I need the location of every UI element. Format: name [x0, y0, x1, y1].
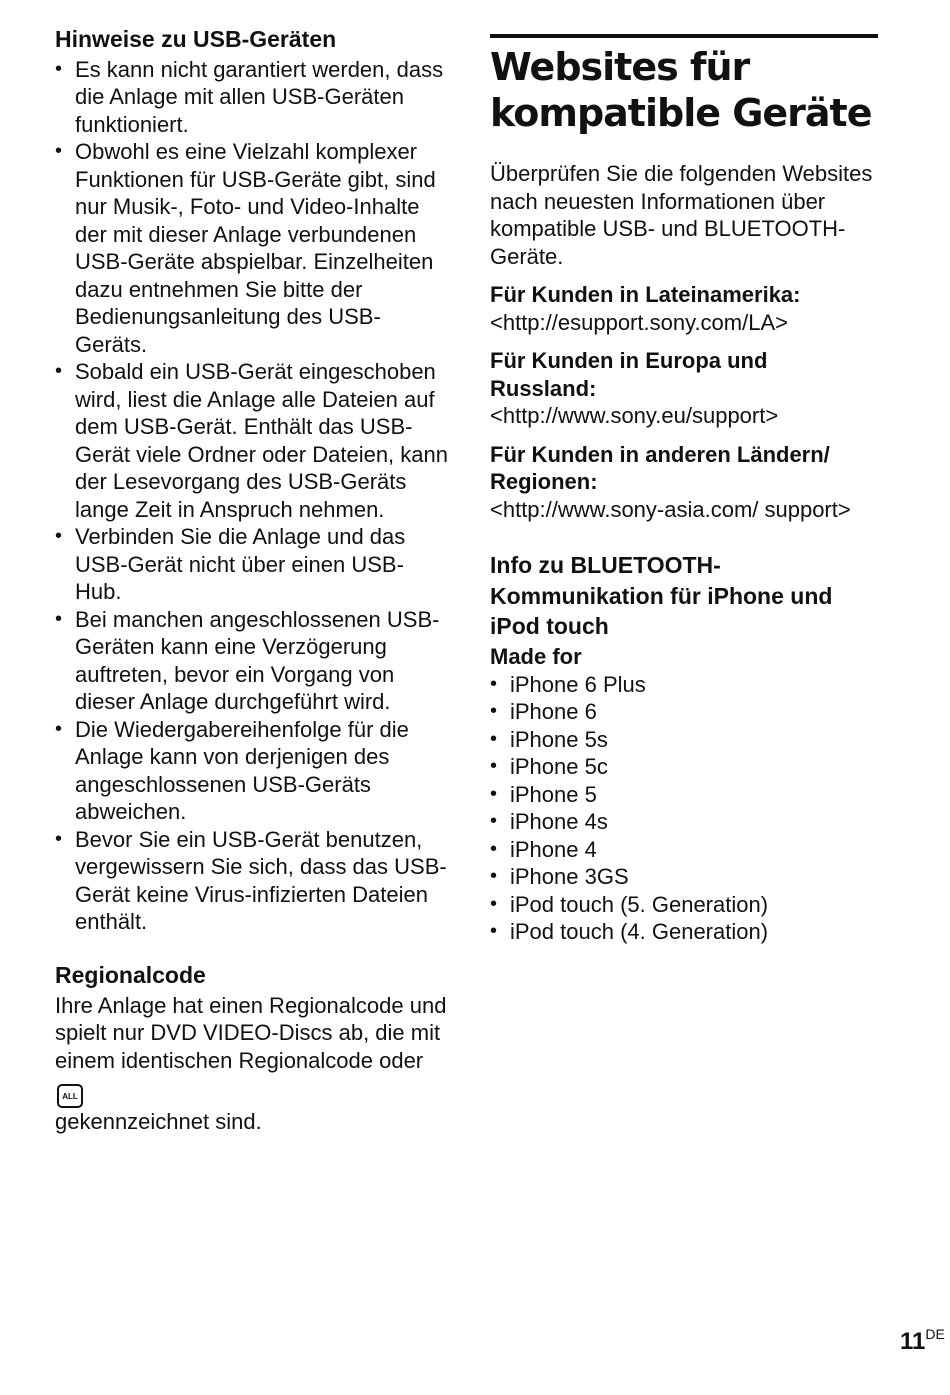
page-number	[900, 1326, 945, 1356]
page-number-value: 11	[900, 1328, 926, 1355]
device-list	[490, 671, 878, 946]
page-title-line1: Websites für	[490, 45, 750, 89]
list-item: • iPod touch (4. Generation)	[490, 918, 878, 946]
region-url-other: <http://www.sony-asia.com/ support>	[490, 496, 851, 522]
websites-intro: Überprüfen Sie die folgenden Websites nach neuesten Informationen über kompatible USB- und BLUETOOTH-Geräte.	[490, 161, 873, 269]
region-label-europe: Für Kunden in Europa und Russland:	[490, 348, 768, 401]
list-item: • Die Wiedergabereihenfolge für die Anlage kann von derjenigen des angeschlossenen USB-Geräts abweichen.	[55, 716, 450, 826]
list-item: • Sobald ein USB-Gerät eingeschoben wird, liest die Anlage alle Dateien auf dem USB-Gerät. Enthält das USB-Gerät viele Ordner oder Dateien, kann der Lesevorgang des USB-Geräts lange Zeit in Anspruch nehmen.	[55, 358, 450, 523]
list-item: • iPhone 4	[490, 836, 878, 864]
made-for-label: Made for	[490, 643, 582, 669]
list-item: • iPhone 3GS	[490, 863, 878, 891]
list-item: • Bei manchen angeschlossenen USB-Geräten kann eine Verzögerung auftreten, bevor ein Vorgang von dieser Anlage durchgeführt wird.	[55, 606, 450, 716]
section-rule	[490, 34, 878, 38]
region-code-heading: Regionalcode	[55, 961, 206, 988]
list-item: • iPhone 5c	[490, 753, 878, 781]
list-item: • Verbinden Sie die Anlage und das USB-Gerät nicht über einen USB-Hub.	[55, 523, 450, 606]
list-item: • iPhone 5	[490, 781, 878, 809]
list-item: • iPhone 4s	[490, 808, 878, 836]
list-item: • iPod touch (5. Generation)	[490, 891, 878, 919]
region-label-latam: Für Kunden in Lateinamerika:	[490, 282, 801, 307]
list-item: • Es kann nicht garantiert werden, dass die Anlage mit allen USB-Geräten funktioniert.	[55, 56, 450, 139]
region-url-europe: <http://www.sony.eu/support>	[490, 403, 779, 428]
region-url-latam: <http://esupport.sony.com/LA>	[490, 309, 788, 335]
page-title	[490, 44, 878, 136]
region-code-section	[55, 961, 450, 1136]
region-code-text-part2: gekennzeichnet sind.	[55, 1109, 262, 1134]
region-code-text-part1: Ihre Anlage hat einen Regionalcode und spielt nur DVD VIDEO-Discs ab, die mit einem identischen Regionalcode oder	[55, 992, 447, 1073]
language-code: DE	[925, 1326, 945, 1342]
usb-notes-heading: Hinweise zu USB-Geräten	[55, 26, 337, 52]
list-item: • iPhone 5s	[490, 726, 878, 754]
region-code-text	[55, 992, 450, 1136]
list-item: • Bevor Sie ein USB-Gerät benutzen, vergewissern Sie sich, dass das USB-Gerät keine Virus-infizierten Dateien enthält.	[55, 826, 450, 936]
left-column	[55, 25, 450, 1136]
list-item: • Obwohl es eine Vielzahl komplexer Funktionen für USB-Geräte gibt, sind nur Musik-, Foto- und Video-Inhalte der mit dieser Anlage verbundenen USB-Geräte abspielbar. Einzelheiten dazu entnehmen Sie bitte der Bedienungsanleitung des USB-Geräts.	[55, 138, 450, 358]
list-item: • iPhone 6 Plus	[490, 671, 878, 699]
page-title-line2: kompatible Geräte	[490, 91, 872, 135]
right-column	[490, 34, 878, 946]
bluetooth-heading: Info zu BLUETOOTH-Kommunikation für iPhone und iPod touch	[490, 552, 833, 639]
list-item: • iPhone 6	[490, 698, 878, 726]
region-label-other: Für Kunden in anderen Ländern/ Regionen:	[490, 441, 830, 494]
region-all-icon: ALL	[57, 1084, 83, 1108]
usb-notes-list	[55, 56, 450, 936]
